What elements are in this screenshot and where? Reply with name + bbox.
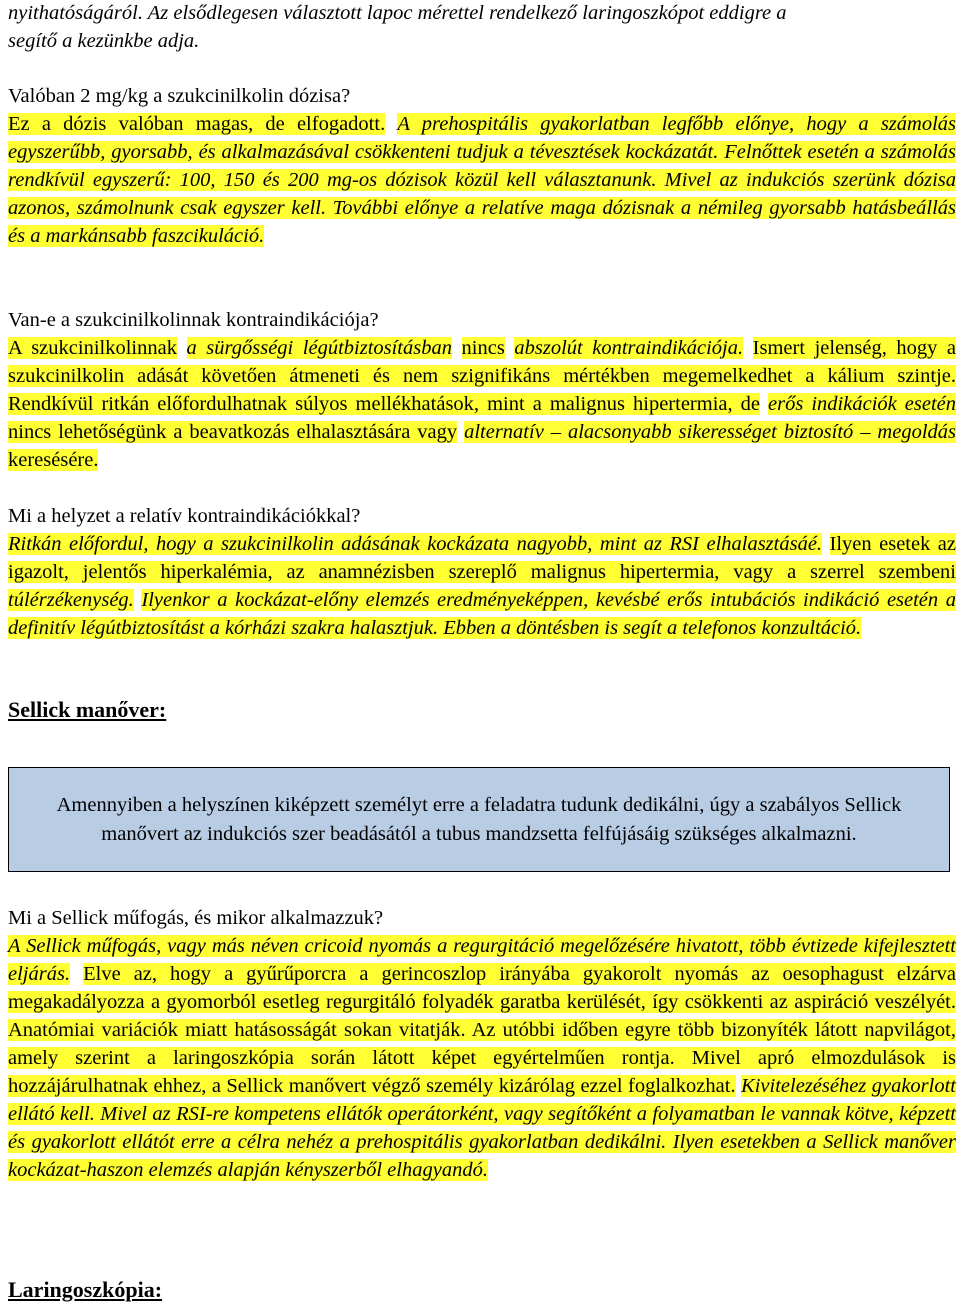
qa-relative-contraindication — [8, 502, 956, 642]
answer-ci-part: nincs lehetőségünk a beavatkozás elhalasztására vagy — [8, 421, 458, 443]
answer-ci-part: erős indikációk esetén — [768, 393, 956, 415]
intro-line-2: segítő a kezünkbe adja. — [8, 30, 200, 52]
answer-dose-intro: Ez a dózis valóban magas, de elfogadott. — [8, 113, 386, 135]
answer-ci-part: alternatív – alacsonyabb sikerességet biztosító – megoldás — [464, 421, 956, 443]
answer-sellick-part: A Sellick műfogás, vagy más néven cricoid nyomás a regurgitáció megelőzésére hivatott, több évtizede kifejlesztett eljárás. — [8, 935, 956, 985]
intro-line-1: nyithatóságáról. Az elsődlegesen választott lapoc mérettel rendelkező laringoszkópot eddigre a — [8, 2, 787, 24]
answer-sellick-part: Elve az, hogy a gyűrűporcra a gerincoszlop irányába gyakorolt nyomás az oesophagust elzárva megakadályozza a gyomorból esetleg regurgitáló folyadék garatba kerülését, így csökkenti az aspiráció veszélyét. Anatómiai variációk miatt hatásosságát sokan vitatják. Az utóbbi időben egyre több bizonyíték látott napvilágot, amely szerint a laringoszkópia során látott képet egyértelműen rontja. Mivel apró elmozdulások is hozzájárulhatnak ehhez, a Sellick manővert végző személy kizárólag ezzel foglalkozhat. — [8, 963, 956, 1097]
question-relative: Mi a helyzet a relatív kontraindikációkkal? — [8, 505, 361, 527]
answer-ci-part: nincs — [461, 337, 505, 359]
sellick-note-box — [8, 767, 950, 872]
answer-ci-part: a sürgősségi légútbiztosításban — [186, 337, 452, 359]
question-sellick: Mi a Sellick műfogás, és mikor alkalmazzuk? — [8, 907, 384, 929]
answer-rel-part: Ritkán előfordul, hogy a szukcinilkolin adásának kockázata nagyobb, mint az RSI elhalasztásáé. — [8, 533, 823, 555]
answer-dose-body: A prehospitális gyakorlatban legfőbb előnye, hogy a számolás egyszerűbb, gyorsabb, és alkalmazásával csökkenteni tudjuk a tévesztések kockázatát. Felnőttek esetén a számolás rendkívül egyszerű: 100, 150 és 200 mg-os dózisok közül kell választanunk. Mivel az indukciós szerünk dózisa azonos, számolnunk csak egyszer kell. További előnye a relatíve maga dózisnak a némileg gyorsabb hatásbeállás és a markánsabb faszcikuláció. — [8, 113, 957, 247]
section-heading-sellick: Sellick manőver: — [8, 697, 167, 722]
intro-paragraph — [8, 0, 956, 55]
question-dose: Valóban 2 mg/kg a szukcinilkolin dózisa? — [8, 85, 351, 107]
sellick-note-text: Amennyiben a helyszínen kiképzett személyt erre a feladatra tudunk dedikálni, úgy a szabályos Sellick manővert az indukciós szer beadásától a tubus mandzsetta felfújásáig szükséges alkalmazni. — [56, 793, 902, 845]
answer-rel-part: Ilyenkor a kockázat-előny elemzés eredményeképpen, kevésbé erős intubációs indikáció esetén a definitív légútbiztosítást a kórházi szakra halasztjuk. Ebben a döntésben is segít a telefonos konzultáció. — [8, 589, 957, 639]
qa-sellick — [8, 904, 956, 1184]
qa-dose — [8, 82, 956, 250]
answer-sellick-part: Kivitelezéséhez gyakorlott ellátó kell. Mivel az RSI-re kompetens ellátók operátorként, vagy segítőként a folyamatban le vannak kötve, képzett és gyakorlott ellátót erre a célra nehéz a prehospitális gyakorlatban dedikálni. Ilyen esetekben a Sellick manőver kockázat-haszon elemzés alapján kényszerből elhagyandó. — [8, 1075, 957, 1181]
answer-ci-part: abszolút kontraindikációja. — [514, 337, 744, 359]
qa-contraindication — [8, 306, 956, 474]
answer-ci-part: keresésére. — [8, 449, 99, 471]
question-contraindication: Van-e a szukcinilkolinnak kontraindikációja? — [8, 309, 379, 331]
answer-ci-part: Ismert jelenség, hogy a szukcinilkolin adását követően átmeneti és nem szignifikáns mértékben megemelkedhet a kálium szintje. Rendkívül ritkán előfordulhatnak súlyos mellékhatások, mint a malignus hipertermia, de — [8, 337, 957, 415]
section-heading-laringoszkopia: Laringoszkópia: — [8, 1277, 163, 1302]
answer-rel-part: túlérzékenység. — [8, 589, 134, 611]
answer-ci-part: A szukcinilkolinnak — [8, 337, 177, 359]
answer-rel-part: Ilyen esetek az igazolt, jelentős hiperkalémia, az anamnézisben szereplő malignus hipertermia, vagy a szerrel szembeni — [8, 533, 956, 583]
